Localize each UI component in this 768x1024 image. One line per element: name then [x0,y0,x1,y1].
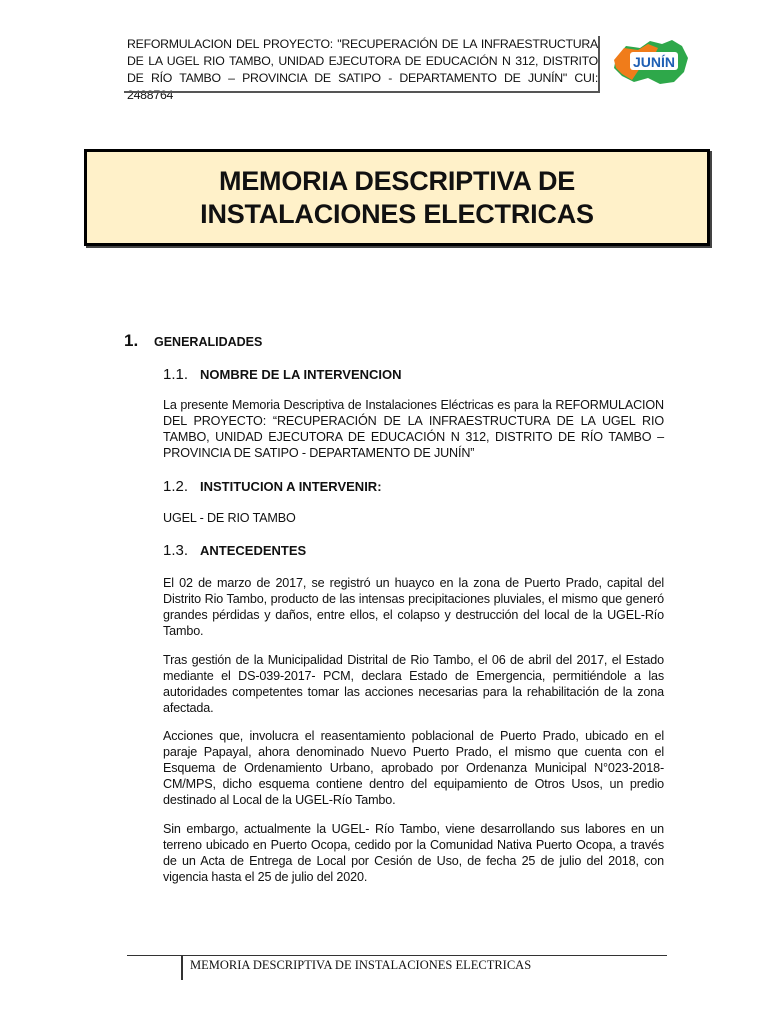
running-header: REFORMULACION DEL PROYECTO: "RECUPERACIÓN DE LA INFRAESTRUCTURA DE LA UGEL RIO TAMBO, UNIDAD EJECUTORA DE EDUCACIÓN N 312, DISTRITO DE RÍO TAMBO – PROVINCIA DE SATIPO - DEPARTAMENTO DE JUNÍN" CUI: 2488764 [127,37,598,102]
section-1-title: GENERALIDADES [154,335,263,349]
document-title-box [84,149,710,246]
header-vertical-rule [598,36,600,91]
logo-text: JUNÍN [632,54,676,70]
section-1-1-body: La presente Memoria Descriptiva de Instalaciones Eléctricas es para la REFORMULACION DEL PROYECTO: “RECUPERACIÓN DE LA INFRAESTRUCTURA DE LA UGEL RIO TAMBO, UNIDAD EJECUTORA DE EDUCACIÓN N 312, DISTRITO DE RÍO TAMBO – PROVINCIA DE SATIPO - DEPARTAMENTO DE JUNÍN” [163,398,664,460]
antecedentes-paragraph-1: El 02 de marzo de 2017, se registró un huayco en la zona de Puerto Prado, capital del Distrito Rio Tambo, producto de las intensas precipitaciones pluviales, el mismo que generó grandes pérdidas y daños, entre ellos, el colapso y destrucción del local de la UGEL-Río Tambo. [163,576,664,638]
section-1-1-number: 1.1. [163,366,189,383]
section-1-number: 1. [124,331,139,350]
section-1-1-title: NOMBRE DE LA INTERVENCION [200,367,402,382]
section-1-1-heading [163,366,402,383]
section-1-2-title: INSTITUCION A INTERVENIR: [200,479,382,494]
section-1-2-body: UGEL - DE RIO TAMBO [163,511,296,525]
section-1-3-title: ANTECEDENTES [200,543,307,558]
gobierno-regional-junin-logo [610,38,690,86]
footer-rule [127,955,667,956]
section-1-2-heading [163,478,382,495]
footer-vertical-rule [181,955,183,980]
document-title-line-2: INSTALACIONES ELECTRICAS [200,198,594,229]
section-1-heading [124,331,262,351]
antecedentes-paragraph-2: Tras gestión de la Municipalidad Distrital de Rio Tambo, el 06 de abril del 2017, el Estado mediante el DS-039-2017- PCM, declara Estado de Emergencia, permitiéndole a las autoridades competentes tomar las acciones necesarias para la rehabilitación de la zona afectada. [163,653,664,715]
antecedentes-paragraph-3: Acciones que, involucra el reasentamiento poblacional de Puerto Prado, ubicado en el paraje Papayal, ahora denominado Nuevo Puerto Prado, el mismo que cuenta con el Esquema de Ordenamiento Urbano, aprobado por Ordenanza Municipal N°023-2018-CM/MPS, dicho esquema contiene dentro del equipamiento de Otros Usos, un predio destinado al Local de la UGEL-Río Tambo. [163,729,664,807]
header-rule [124,91,600,93]
document-title-line-1: MEMORIA DESCRIPTIVA DE [218,165,576,196]
section-1-2-number: 1.2. [163,478,189,495]
section-1-3-number: 1.3. [163,542,189,559]
antecedentes-paragraph-4: Sin embargo, actualmente la UGEL- Río Tambo, viene desarrollando sus labores en un terreno ubicado en Puerto Ocopa, cedido por la Comunidad Nativa Puerto Ocopa, a través de un Acta de Entrega de Local por Cesión de Uso, de fecha 25 de julio del 2018, con vigencia hasta el 25 de julio del 2020. [163,822,664,884]
running-footer: MEMORIA DESCRIPTIVA DE INSTALACIONES ELECTRICAS [190,958,532,972]
section-1-3-heading [163,542,306,559]
